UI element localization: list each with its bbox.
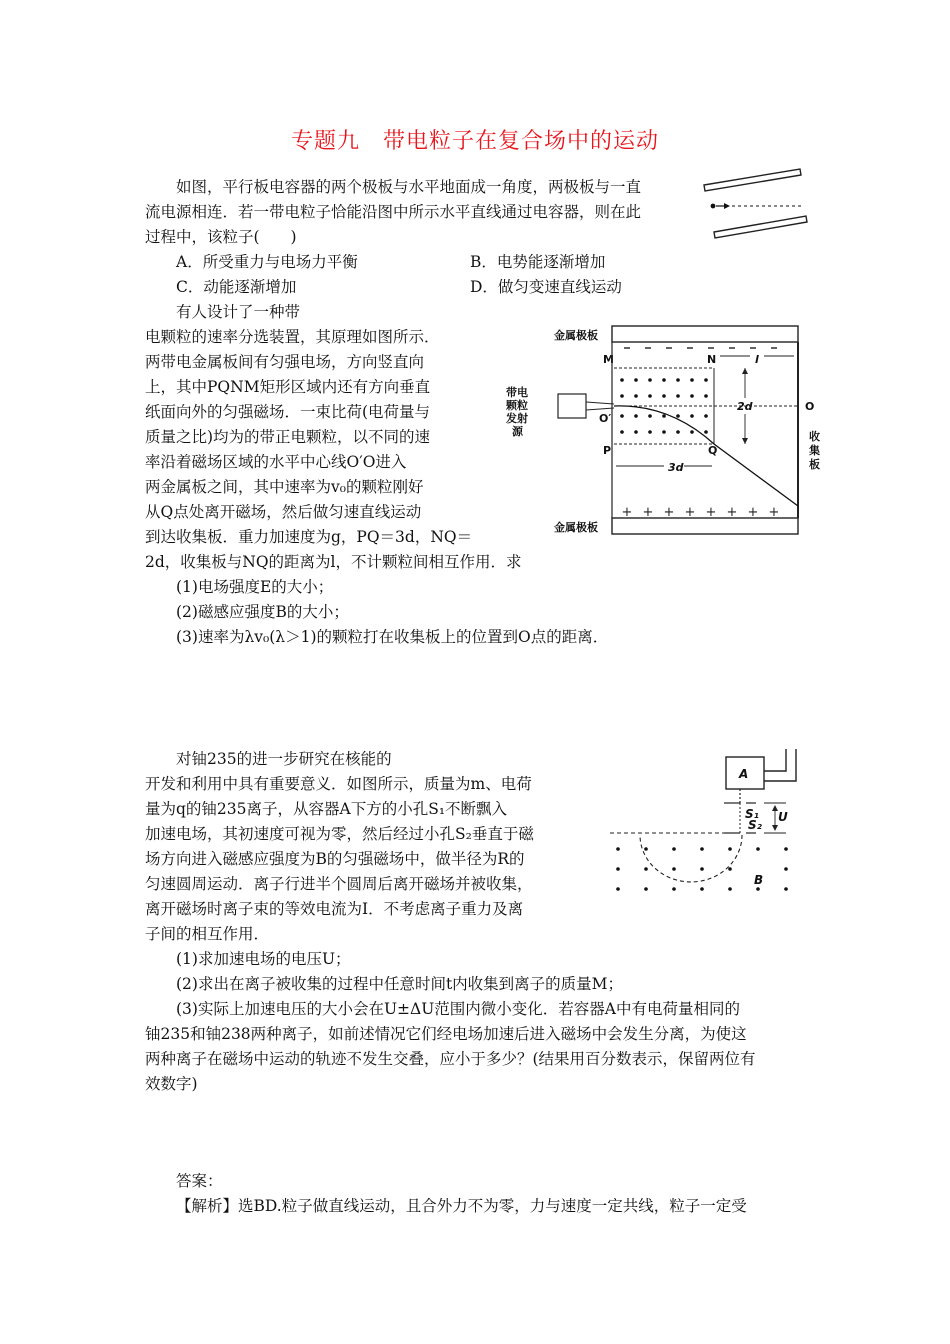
q3-sub-1: (1)求加速电场的电压U； (176, 950, 351, 968)
label-o-prime: O′ (599, 412, 612, 425)
q2-line-6: 质量之比)均为的带正电颗粒，以不同的速 (145, 428, 431, 446)
q3-line-8: 子间的相互作用． (145, 925, 270, 943)
q3-sub-3: (3)实际上加速电压的大小会在U±ΔU范围内微小变化．若容器A中有电荷量相同的 (176, 1000, 740, 1018)
q3-line-5: 场方向进入磁感应强度为B的匀强磁场中，做半径为R的 (145, 850, 525, 868)
q2-line-3: 两带电金属板间有匀强电场，方向竖直向 (145, 353, 425, 371)
q3-sub-3-cont-3: 效数字) (145, 1075, 198, 1093)
answer-body: 选BD.粒子做直线运动，且合外力不为零，力与速度一定共线，粒子一定受 (238, 1197, 747, 1215)
label-b: B (754, 873, 764, 887)
label-n: N (707, 353, 717, 366)
q1-option-c: C．动能逐渐增加 (176, 278, 297, 296)
velocity-selector-diagram (500, 318, 830, 550)
top-plate-label: 金属极板 (554, 329, 598, 342)
label-m: M (603, 353, 614, 366)
svg-text:+: + (684, 505, 696, 520)
label-s1: S₁ (745, 807, 759, 821)
q2-line-2: 电颗粒的速率分选装置，其原理如图所示． (145, 328, 440, 346)
emitter-label-3: 发射 (506, 412, 528, 425)
q3-sub-3-cont-1: 铀235和铀238两种离子，如前述情况它们经电场加速后进入磁场中会发生分离，为使这 (145, 1025, 747, 1043)
q1-option-d: D．做匀变速直线运动 (470, 278, 622, 296)
label-o: O (805, 400, 815, 413)
emitter-label-1: 带电 (506, 386, 528, 399)
q1-line-2: 流电源相连．若一带电粒子恰能沿图中所示水平直线通过电容器，则在此 (145, 203, 642, 221)
page-title: 专题九 带电粒子在复合场中的运动 (290, 129, 659, 154)
svg-text:+: + (621, 505, 633, 520)
q3-line-3: 量为q的铀235离子，从容器A下方的小孔S₁不断飘入 (145, 800, 508, 818)
q2-line-10: 到达收集板．重力加速度为g，PQ＝3d，NQ＝ (145, 528, 473, 546)
svg-text:+: + (726, 505, 738, 520)
q3-line-2: 开发和利用中具有重要意义．如图所示，质量为m、电荷 (145, 775, 532, 793)
q2-line-5: 纸面向外的匀强磁场．一束比荷(电荷量与 (145, 403, 431, 421)
q2-line-1: 有人设计了一种带 (176, 303, 301, 321)
label-p: P (603, 444, 612, 457)
svg-text:+: + (642, 505, 654, 520)
q3-sub-3-cont-2: 两种离子在磁场中运动的轨迹不发生交叠，应小于多少？(结果用百分数表示，保留两位有 (145, 1050, 756, 1068)
emitter-label-4: 源 (512, 425, 523, 438)
q1-option-a: A．所受重力与电场力平衡 (176, 253, 358, 271)
collector-label-2: 集 (809, 444, 820, 457)
q3-sub-2: (2)求出在离子被收集的过程中任意时间t内收集到离子的质量M； (176, 975, 624, 993)
svg-text:+: + (663, 505, 675, 520)
q1-line-3: 过程中，该粒子( ) (145, 228, 297, 246)
q3-line-4: 加速电场，其初速度可视为零，然后经过小孔S₂垂直于磁 (145, 825, 534, 843)
collector-label-1: 收 (809, 430, 820, 443)
q2-line-9: 从Q点处离开磁场，然后做匀速直线运动 (145, 503, 422, 521)
svg-text:+: + (705, 505, 717, 520)
emitter-label-2: 颗粒 (506, 399, 528, 412)
collector-label-3: 板 (809, 458, 820, 471)
q2-sub-1: (1)电场强度E的大小； (176, 578, 334, 596)
label-l: l (755, 353, 759, 366)
q3-line-7: 离开磁场时离子束的等效电流为I．不考虑离子重力及离 (145, 900, 524, 918)
label-a: A (739, 767, 749, 781)
answer-text (176, 1195, 747, 1217)
capacitor-diagram (700, 165, 810, 245)
label-s2: S₂ (748, 818, 762, 832)
answer-tag: 【解析】 (176, 1197, 239, 1215)
mass-spectrometer-diagram (600, 745, 820, 895)
label-3d: 3d (668, 461, 684, 474)
q2-line-4: 上，其中PQNM矩形区域内还有方向垂直 (145, 378, 431, 396)
q1-option-b: B．电势能逐渐增加 (470, 253, 606, 271)
label-u: U (778, 810, 788, 824)
q2-sub-3: (3)速率为λv₀(λ＞1)的颗粒打在收集板上的位置到O点的距离． (176, 628, 609, 646)
q2-sub-2: (2)磁感应强度B的大小； (176, 603, 349, 621)
label-q: Q (708, 444, 718, 457)
svg-text:+: + (768, 505, 780, 520)
q2-line-8: 两金属板之间，其中速率为v₀的颗粒刚好 (145, 478, 424, 496)
bottom-plate-label: 金属极板 (554, 521, 598, 534)
q2-line-11: 2d，收集板与NQ的距离为l，不计颗粒间相互作用．求 (145, 553, 522, 571)
q3-line-1: 对铀235的进一步研究在核能的 (176, 750, 392, 768)
svg-text:+: + (747, 505, 759, 520)
answer-label: 答案： (176, 1172, 223, 1190)
q3-line-6: 匀速圆周运动．离子行进半个圆周后离开磁场并被收集， (145, 875, 533, 893)
q1-line-1: 如图，平行板电容器的两个极板与水平地面成一角度，两极板与一直 (176, 178, 642, 196)
q2-line-7: 率沿着磁场区域的水平中心线O′O进入 (145, 453, 407, 471)
label-2d: 2d (737, 400, 753, 413)
